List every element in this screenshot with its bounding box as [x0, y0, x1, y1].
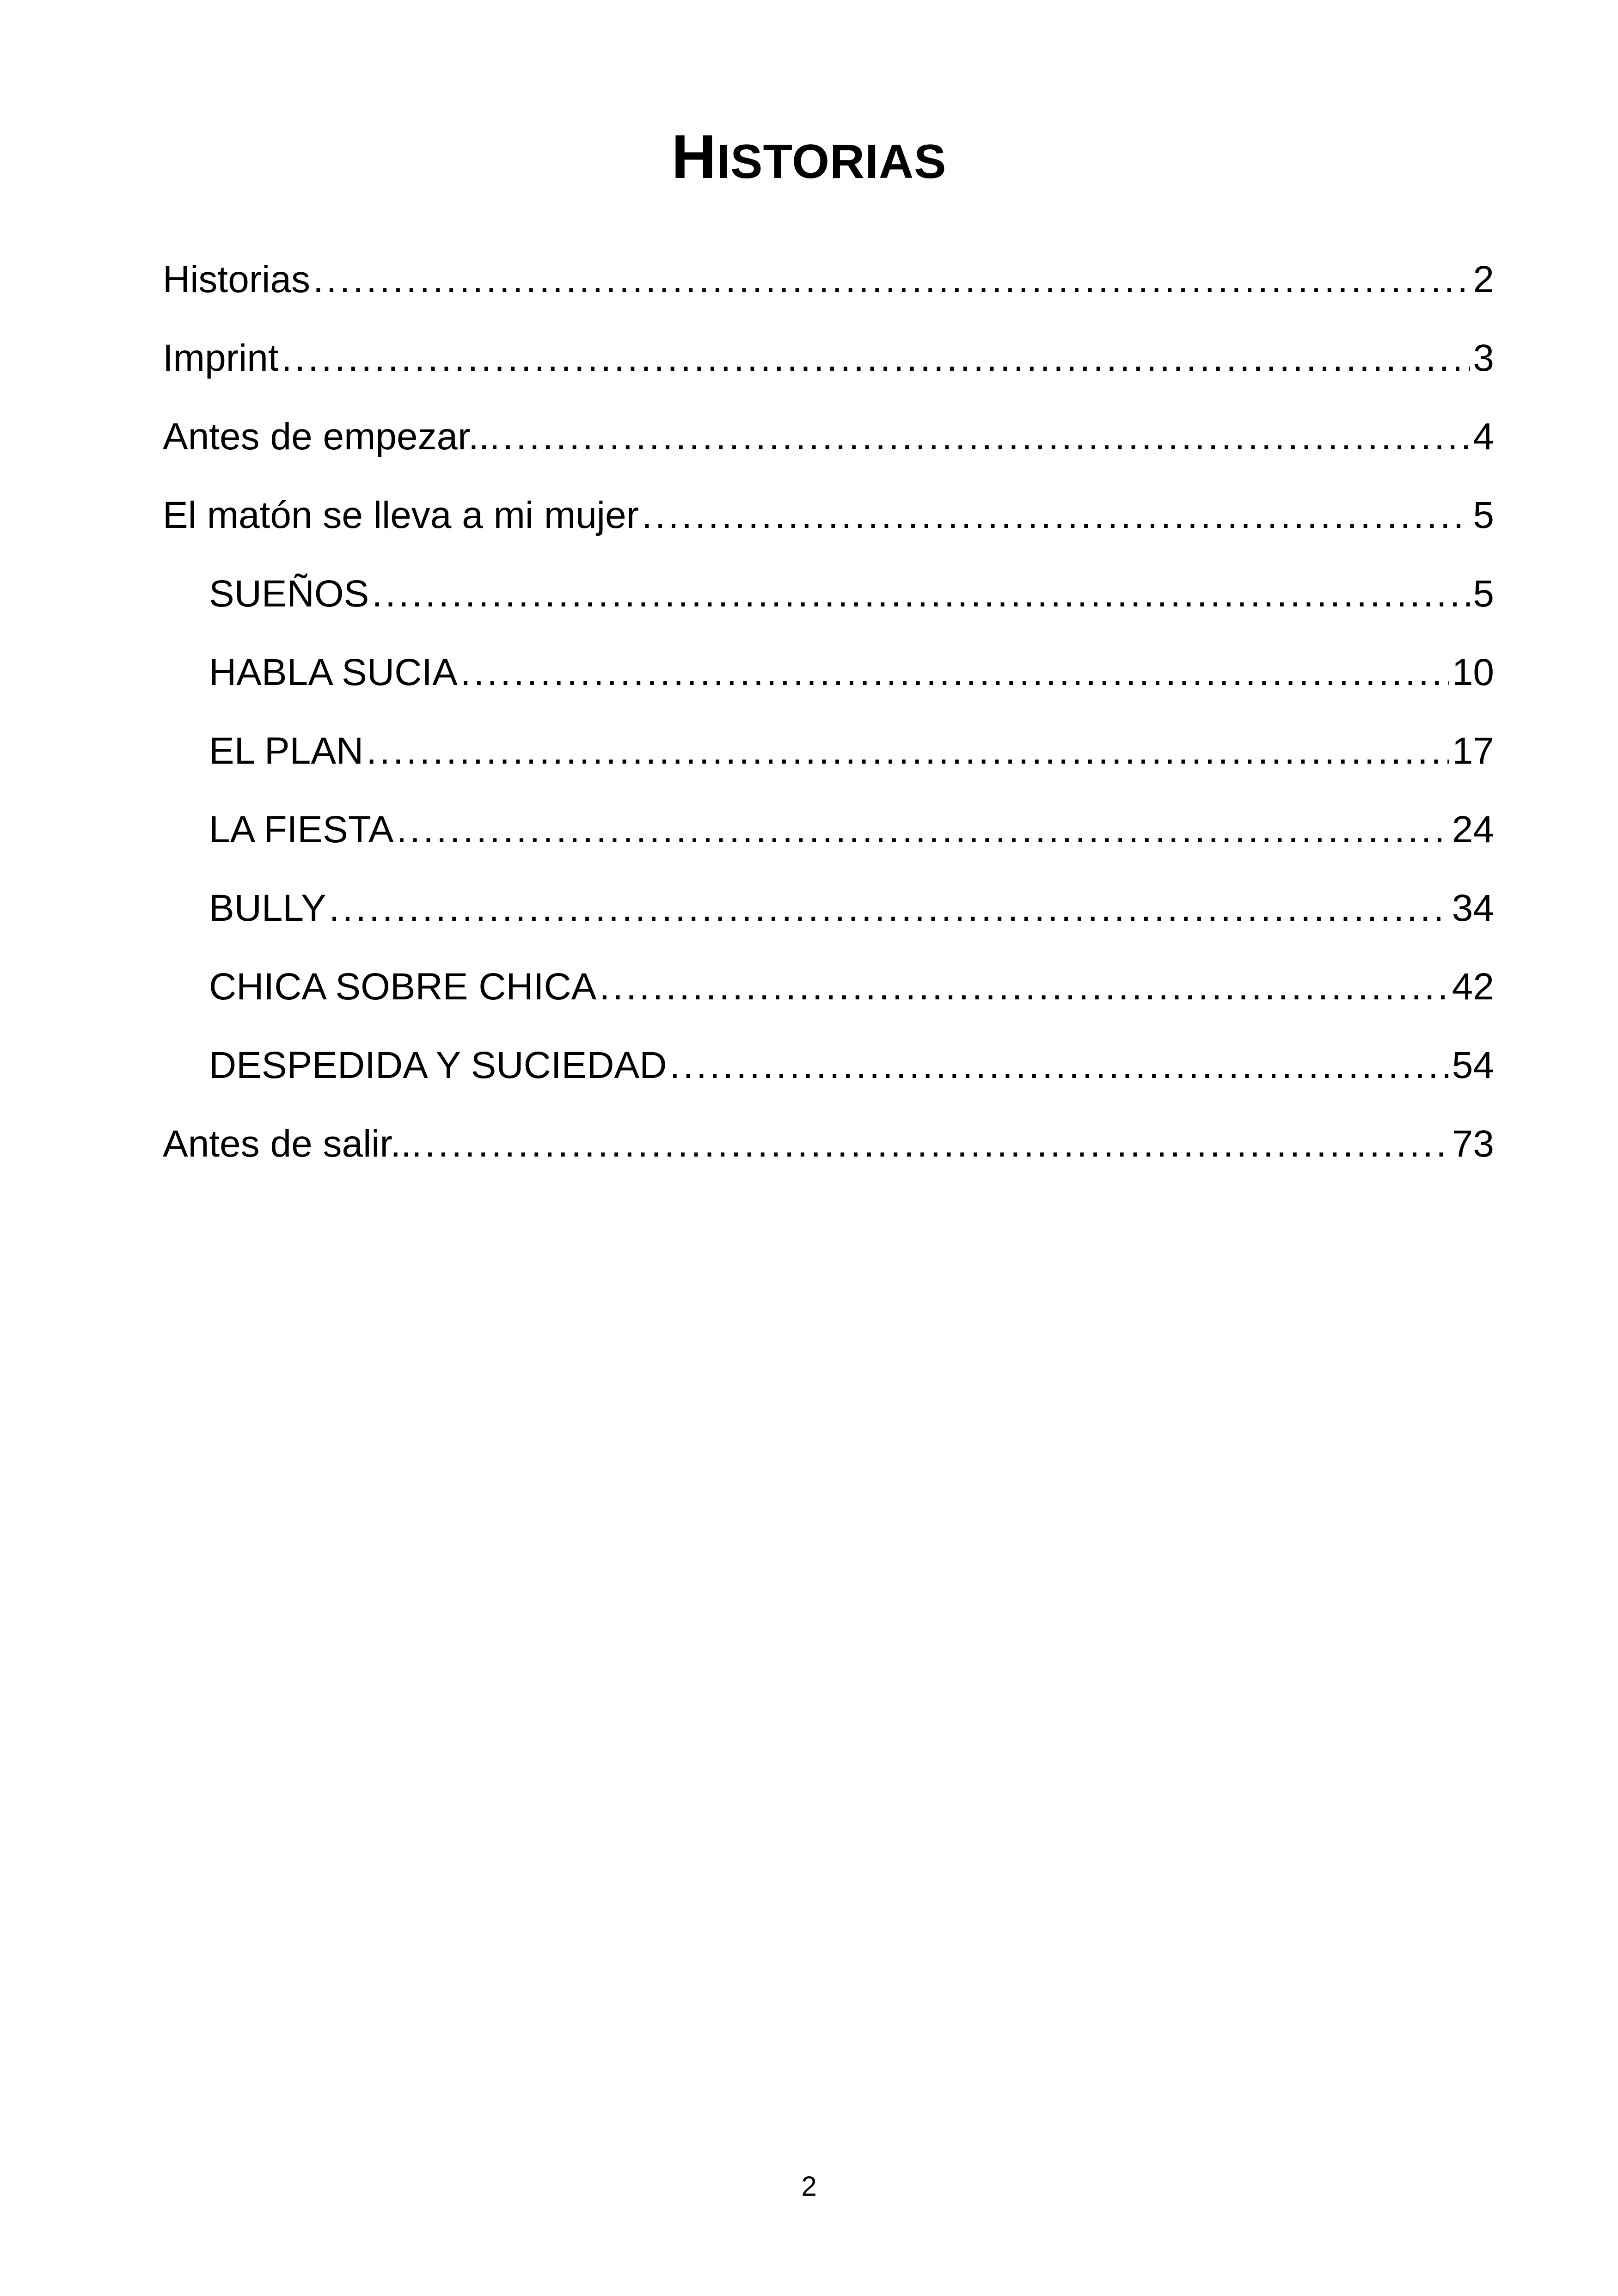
toc-entry[interactable] — [163, 319, 1494, 398]
toc-leader-dots — [313, 252, 1470, 307]
toc-leader-dots — [397, 802, 1449, 857]
toc-leader-dots — [372, 566, 1470, 622]
toc-entry-page: 10 — [1452, 651, 1494, 693]
toc-entry-page: 5 — [1473, 573, 1494, 615]
page-title-rest: ISTORIAS — [717, 135, 947, 189]
toc-entry[interactable] — [163, 240, 1494, 319]
toc-entry-label: BULLY — [209, 887, 326, 929]
toc-entry-label: Historias — [163, 258, 310, 300]
toc-leader-dots — [366, 723, 1449, 779]
toc-entry-label: LA FIESTA — [209, 808, 394, 851]
toc-entry-page: 54 — [1452, 1044, 1494, 1086]
toc-entry-label: El matón se lleva a mi mujer — [163, 494, 639, 536]
toc-entry-label: HABLA SUCIA — [209, 651, 458, 693]
toc-entry-label: SUEÑOS — [209, 573, 369, 615]
toc-entry-page: 73 — [1452, 1123, 1494, 1165]
toc-entry[interactable] — [163, 398, 1494, 476]
toc-leader-dots — [329, 881, 1449, 936]
toc-entry-page: 5 — [1473, 494, 1494, 536]
page-title — [0, 116, 1618, 203]
toc-subentry[interactable] — [163, 869, 1494, 948]
toc-entry-page: 17 — [1452, 730, 1494, 772]
toc-subentry[interactable] — [163, 948, 1494, 1026]
page-title-initial: H — [671, 122, 717, 191]
toc-entry-label: Antes de salir... — [163, 1123, 422, 1165]
toc-entry-label: Antes de empezar... — [163, 416, 500, 458]
toc-entry-page: 42 — [1452, 966, 1494, 1008]
toc-leader-dots — [599, 959, 1449, 1015]
toc-entry-label: Imprint — [163, 337, 279, 379]
toc-entry-page: 2 — [1473, 258, 1494, 300]
toc-leader-dots — [460, 645, 1449, 700]
toc-leader-dots — [503, 409, 1470, 465]
toc-leader-dots — [282, 331, 1471, 386]
toc-entry-label: DESPEDIDA Y SUCIEDAD — [209, 1044, 667, 1086]
toc-entry-page: 34 — [1452, 887, 1494, 929]
toc-leader-dots — [669, 1038, 1449, 1093]
toc-entry-page: 4 — [1473, 416, 1494, 458]
toc-subentry[interactable] — [163, 633, 1494, 712]
toc-leader-dots — [425, 1116, 1449, 1172]
toc-entry-page: 3 — [1473, 337, 1494, 379]
toc-subentry[interactable] — [163, 1026, 1494, 1105]
toc-leader-dots — [642, 488, 1470, 543]
toc-subentry[interactable] — [163, 790, 1494, 869]
toc-subentry[interactable] — [163, 555, 1494, 633]
toc-entry-label: EL PLAN — [209, 730, 364, 772]
table-of-contents — [163, 240, 1494, 1183]
page-number: 2 — [801, 2171, 817, 2202]
toc-entry[interactable] — [163, 476, 1494, 555]
toc-entry[interactable] — [163, 1105, 1494, 1183]
toc-subentry[interactable] — [163, 712, 1494, 790]
toc-entry-page: 24 — [1452, 808, 1494, 851]
toc-entry-label: CHICA SOBRE CHICA — [209, 966, 597, 1008]
